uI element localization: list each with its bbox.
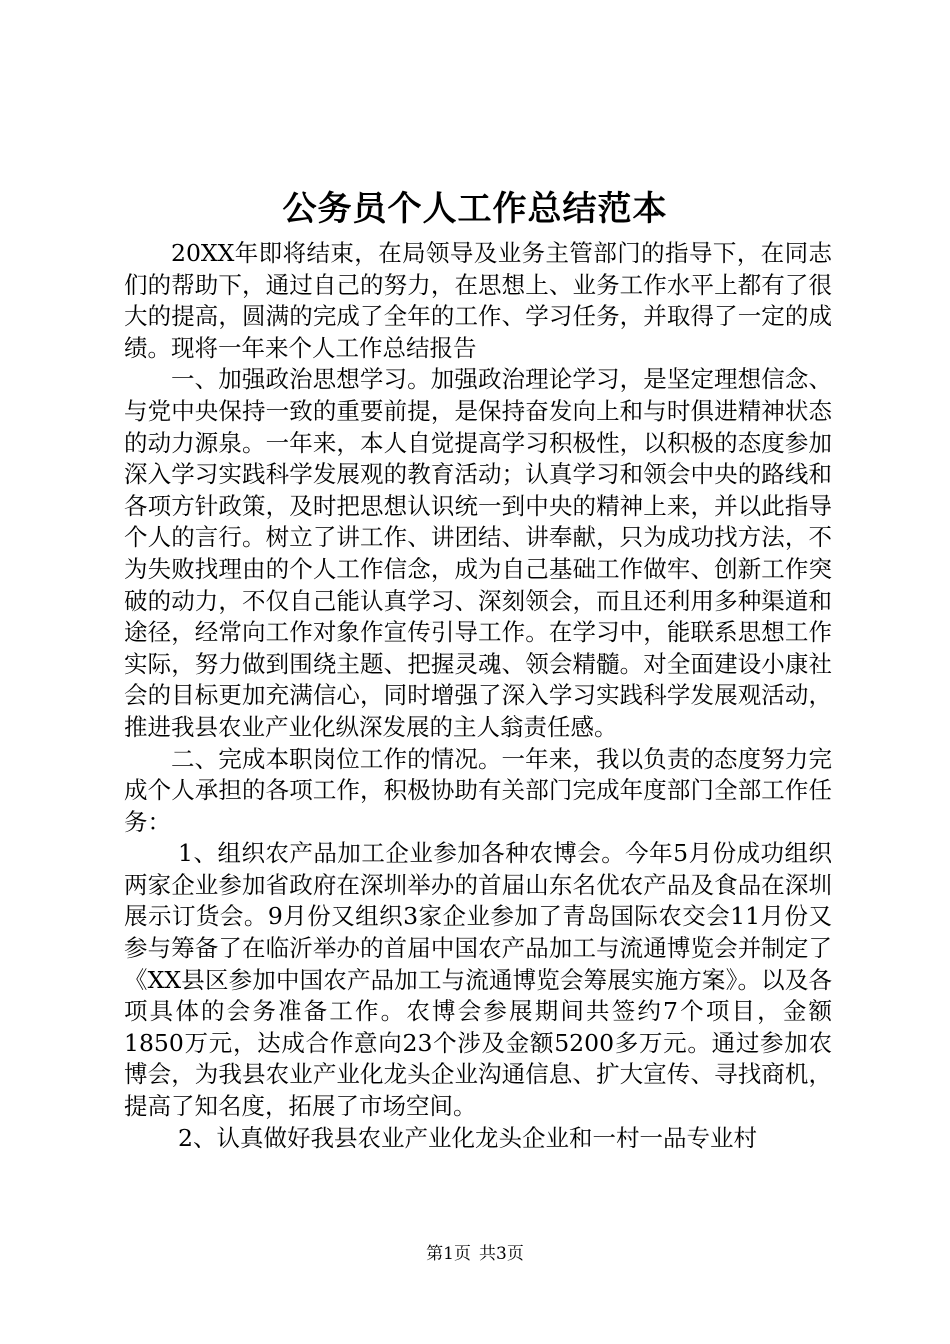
page-number: 第1页 [426,1244,471,1264]
paragraph-item-1: 1、组织农产品加工企业参加各种农博会。今年5月份成功组织两家企业参加省政府在深圳举办的首届山东名优农产品及食品在深圳展示订货会。9月份又组织3家企业参加了青岛国际农交会11月份又参与筹备了在临沂举办的首届中国农产品加工与流通博览会并制定了《XX县区参加中国农产品加工与流通博览会筹展实施方案》。以及各项具体的会务准备工作。农博会参展期间共签约7个项目，金额1850万元，达成合作意向23个涉及金额5200多万元。通过参加农博会，为我县农业产业化龙头企业沟通信息、扩大宣传、寻找商机，提高了知名度，拓展了市场空间。 [124,839,832,1121]
page-total: 共3页 [479,1244,524,1264]
paragraph-section-1: 一、加强政治思想学习。加强政治理论学习，是坚定理想信念、与党中央保持一致的重要前提，是保持奋发向上和与时俱进精神状态的动力源泉。一年来，本人自觉提高学习积极性，以积极的态度参加深入学习实践科学发展观的教育活动；认真学习和领会中央的路线和各项方针政策，及时把思想认识统一到中央的精神上来，并以此指导个人的言行。树立了讲工作、讲团结、讲奉献，只为成功找方法，不为失败找理由的个人工作信念，成为自己基础工作做牢、创新工作突破的动力，不仅自己能认真学习、深刻领会，而且还利用多种渠道和途径，经常向工作对象作宣传引导工作。在学习中，能联系思想工作实际，努力做到围绕主题、把握灵魂、领会精髓。对全面建设小康社会的目标更加充满信心，同时增强了深入学习实践科学发展观活动，推进我县农业产业化纵深发展的主人翁责任感。 [124,365,832,741]
paragraph-item-2: 2、认真做好我县农业产业化龙头企业和一村一品专业村 [178,1123,757,1152]
paragraph-intro: 20XX年即将结束，在局领导及业务主管部门的指导下，在同志们的帮助下，通过自己的努力，在思想上、业务工作水平上都有了很大的提高，圆满的完成了全年的工作、学习任务，并取得了一定的成绩。现将一年来个人工作总结报告 [124,239,832,362]
document-body [124,238,832,1154]
paragraph-section-2: 二、完成本职岗位工作的情况。一年来，我以负责的态度努力完成个人承担的各项工作，积极协助有关部门完成年度部门全部工作任务： [124,744,832,836]
page-footer [0,1242,950,1266]
document-title: 公务员个人工作总结范本 [282,189,668,229]
